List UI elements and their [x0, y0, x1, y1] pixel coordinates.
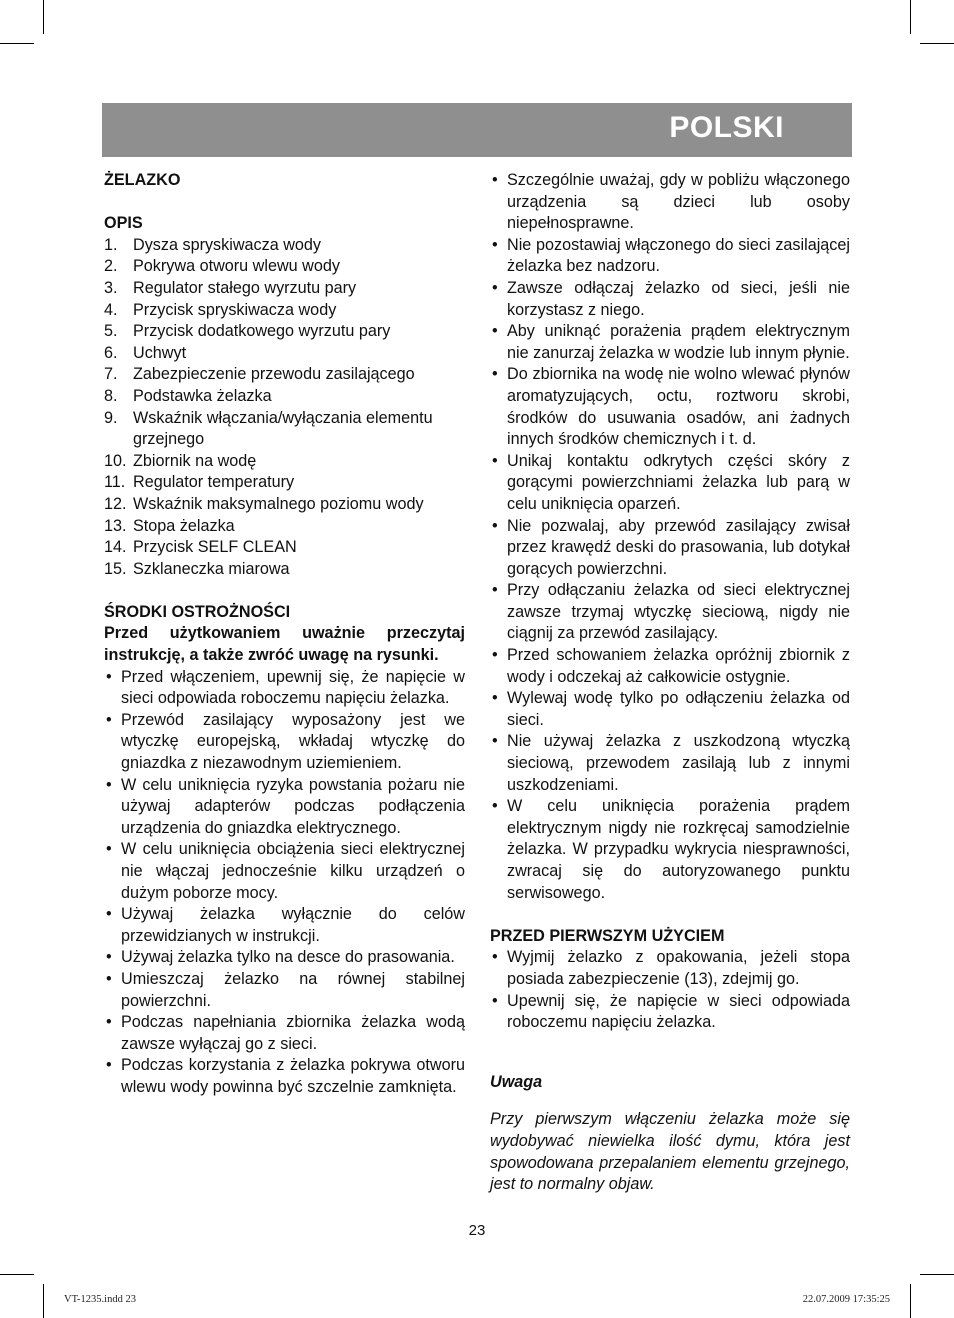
item-number: 2. — [104, 257, 118, 276]
list-item — [104, 1012, 465, 1055]
list-item — [490, 321, 850, 364]
list-item — [104, 364, 465, 386]
crop-mark — [920, 1274, 954, 1275]
crop-mark — [910, 0, 911, 34]
bullet-icon: • — [106, 905, 112, 924]
item-number: 15. — [104, 559, 127, 578]
item-number: 3. — [104, 278, 118, 297]
crop-mark — [43, 0, 44, 34]
item-number: 14. — [104, 538, 127, 557]
list-item — [490, 278, 850, 321]
list-item — [490, 516, 850, 581]
bullet-icon: • — [492, 581, 498, 600]
item-text: Regulator stałego wyrzutu pary — [133, 278, 357, 297]
item-text: Przy odłączaniu żelazka od sieci elektrycznej zawsze trzymaj wtyczkę sieciową, nigdy nie ciągnij za przewód zasilający. — [507, 581, 850, 643]
bullet-icon: • — [106, 667, 112, 686]
item-text: Do zbiornika na wodę nie wolno wlewać płynów aromatyzujących, octu, roztworu skrobi, środków do usuwania osadów, ani żadnych innych środków chemicznych i t. d. — [507, 365, 850, 449]
list-item — [104, 1055, 465, 1098]
page-number: 23 — [468, 1222, 486, 1239]
timestamp: 22.07.2009 17:35:25 — [802, 1294, 890, 1305]
item-text: Przycisk spryskiwacza wody — [133, 300, 337, 319]
item-text: Pokrywa otworu wlewu wody — [133, 257, 340, 276]
bullet-icon: • — [106, 710, 112, 729]
list-item — [490, 580, 850, 645]
item-text: W celu uniknięcia ryzyka powstania pożaru nie używaj adapterów podczas podłączenia urządzenia do gniazdka elektrycznego. — [121, 775, 465, 837]
bullet-icon: • — [492, 732, 498, 751]
list-item — [490, 947, 850, 990]
list-item — [104, 516, 465, 538]
bullet-icon: • — [492, 365, 498, 384]
bullet-icon: • — [492, 646, 498, 665]
bullet-icon: • — [106, 775, 112, 794]
item-text: Używaj żelazka tylko na desce do prasowania. — [121, 948, 455, 967]
item-number: 13. — [104, 516, 127, 535]
list-item — [104, 904, 465, 947]
language-banner — [102, 103, 852, 157]
item-text: Wskaźnik włączania/wyłączania elementu grzejnego — [133, 408, 433, 449]
list-item — [104, 947, 465, 969]
list-item — [490, 731, 850, 796]
list-item — [490, 796, 850, 904]
item-text: Przed schowaniem żelazka opróżnij zbiornik z wody i odczekaj aż całkowicie ostygnie. — [507, 646, 850, 686]
crop-mark — [920, 43, 954, 44]
item-text: Regulator temperatury — [133, 473, 295, 492]
item-text: Przycisk dodatkowego wyrzutu pary — [133, 322, 391, 341]
file-info: VT-1235.indd 23 — [64, 1294, 136, 1305]
item-number: 5. — [104, 322, 118, 341]
list-item — [104, 386, 465, 408]
list-item — [490, 645, 850, 688]
safety-heading: ŚRODKI OSTROŻNOŚCI — [104, 602, 291, 621]
item-number: 11. — [104, 473, 126, 492]
list-item — [104, 472, 465, 494]
item-text: Zabezpieczenie przewodu zasilającego — [133, 365, 415, 384]
list-item — [104, 559, 465, 581]
bullet-icon: • — [492, 689, 498, 708]
list-item — [104, 451, 465, 473]
note-heading: Uwaga — [490, 1072, 543, 1091]
item-text: Unikaj kontaktu odkrytych części skóry z gorącymi powierzchniami żelazka lub parą w celu uniknięcia oparzeń. — [507, 451, 850, 513]
item-text: Używaj żelazka wyłącznie do celów przewidzianych w instrukcji. — [121, 905, 465, 945]
bullet-icon: • — [492, 991, 498, 1010]
list-item — [104, 839, 465, 904]
item-text: Podstawka żelazka — [133, 386, 272, 405]
list-item — [490, 364, 850, 450]
item-text: Zawsze odłączaj żelazko od sieci, jeśli nie korzystasz z niego. — [507, 278, 850, 319]
list-item — [104, 667, 465, 710]
safety-intro: Przed użytkowaniem uważnie przeczytaj instrukcję, a także zwróć uwagę na rysunki. — [104, 624, 465, 665]
bullet-icon: • — [106, 840, 112, 859]
list-item — [104, 537, 465, 559]
first-use-list — [490, 947, 850, 1033]
crop-mark — [0, 1274, 34, 1275]
crop-mark — [910, 1284, 911, 1318]
item-text: Szklaneczka miarowa — [133, 559, 290, 578]
bullet-icon: • — [492, 948, 498, 967]
item-text: Nie pozostawiaj włączonego do sieci zasilającej żelazka bez nadzoru. — [507, 235, 850, 276]
item-text: Zbiornik na wodę — [133, 451, 257, 470]
item-number: 8. — [104, 386, 118, 405]
safety-list-continued — [490, 170, 850, 904]
item-number: 12. — [104, 494, 127, 513]
list-item — [104, 278, 465, 300]
item-number: 9. — [104, 408, 118, 427]
item-number: 10. — [104, 451, 127, 470]
list-item — [104, 300, 465, 322]
bullet-icon: • — [106, 969, 112, 988]
item-text: Wyjmij żelazko z opakowania, jeżeli stopa posiada zabezpieczenie (13), zdejmij go. — [507, 948, 850, 988]
bullet-icon: • — [492, 322, 498, 341]
left-column — [104, 170, 465, 1099]
item-text: Wylewaj wodę tylko po odłączeniu żelazka od sieci. — [507, 689, 850, 729]
item-text: Przed włączeniem, upewnij się, że napięcie w sieci odpowiada roboczemu napięciu żelazka. — [121, 667, 465, 708]
item-text: Upewnij się, że napięcie w sieci odpowiada roboczemu napięciu żelazka. — [507, 991, 850, 1032]
item-text: Umieszczaj żelazko na równej stabilnej powierzchni. — [121, 969, 465, 1010]
bullet-icon: • — [106, 948, 112, 967]
bullet-icon: • — [492, 171, 498, 189]
bullet-icon: • — [492, 278, 498, 297]
item-text: Wskaźnik maksymalnego poziomu wody — [133, 494, 424, 513]
item-text: Przycisk SELF CLEAN — [133, 538, 297, 557]
item-text: Szczególnie uważaj, gdy w pobliżu włączonego urządzenia są dzieci lub osoby niepełnosprawne. — [507, 171, 850, 233]
list-item — [104, 710, 465, 775]
item-number: 1. — [104, 235, 118, 254]
bullet-icon: • — [492, 797, 498, 816]
parts-list — [104, 235, 465, 581]
item-text: Dysza spryskiwacza wody — [133, 235, 322, 254]
bullet-icon: • — [106, 1056, 112, 1075]
language-title: POLSKI — [669, 111, 784, 144]
list-item — [490, 170, 850, 235]
item-text: Podczas napełniania zbiornika żelazka wodą zawsze wyłączaj go z sieci. — [121, 1013, 465, 1053]
item-text: Aby uniknąć porażenia prądem elektrycznym nie zanurzaj żelazka w wodzie lub innym płynie. — [507, 322, 850, 362]
list-item — [104, 343, 465, 365]
item-text: Stopa żelazka — [133, 516, 235, 535]
bullet-icon: • — [106, 1013, 112, 1032]
first-use-heading: PRZED PIERWSZYM UŻYCIEM — [490, 926, 725, 945]
list-item — [104, 321, 465, 343]
list-item — [104, 235, 465, 257]
item-text: W celu uniknięcia obciążenia sieci elektrycznej nie włączaj jednocześnie kilku urządzeń o dużym poborze mocy. — [121, 840, 465, 902]
list-item — [490, 688, 850, 731]
bullet-icon: • — [492, 516, 498, 535]
item-text: Nie używaj żelazka z uszkodzoną wtyczką sieciową, przewodem zasilają lub z innymi uszkodzeniami. — [507, 732, 850, 794]
item-text: Podczas korzystania z żelazka pokrywa otworu wlewu wody powinna być szczelnie zamknięta. — [121, 1056, 465, 1096]
list-item — [104, 408, 465, 451]
list-item — [490, 235, 850, 278]
item-text: W celu uniknięcia porażenia prądem elektrycznym nigdy nie rozkręcaj samodzielnie żelazka. W przypadku wykrycia niesprawności, zwracaj się do autoryzowanego punktu serwisowego. — [507, 797, 850, 902]
item-text: Nie pozwalaj, aby przewód zasilający zwisał przez krawędź deski do prasowania, lub dotykał gorących powierzchni. — [507, 516, 850, 578]
bullet-icon: • — [492, 451, 498, 470]
crop-mark — [43, 1284, 44, 1318]
item-number: 6. — [104, 343, 118, 362]
bullet-icon: • — [492, 235, 498, 254]
item-number: 7. — [104, 365, 118, 384]
list-item — [104, 969, 465, 1012]
item-number: 4. — [104, 300, 118, 319]
list-item — [104, 256, 465, 278]
description-heading: OPIS — [104, 214, 143, 233]
item-text: Przewód zasilający wyposażony jest we wtyczkę europejską, wkładaj wtyczkę do gniazdka z niezawodnym uziemieniem. — [121, 710, 465, 773]
note-text: Przy pierwszym włączeniu żelazka może się wydobywać niewielka ilość dymu, która jest spowodowana przepalaniem elementu grzejnego, jest to normalny objaw. — [490, 1110, 850, 1194]
list-item — [490, 451, 850, 516]
safety-list — [104, 667, 465, 1099]
crop-mark — [0, 43, 34, 44]
item-text: Uchwyt — [133, 343, 187, 362]
product-heading: ŻELAZKO — [104, 171, 181, 189]
list-item — [104, 775, 465, 840]
right-column — [490, 170, 850, 1212]
list-item — [104, 494, 465, 516]
list-item — [490, 991, 850, 1034]
